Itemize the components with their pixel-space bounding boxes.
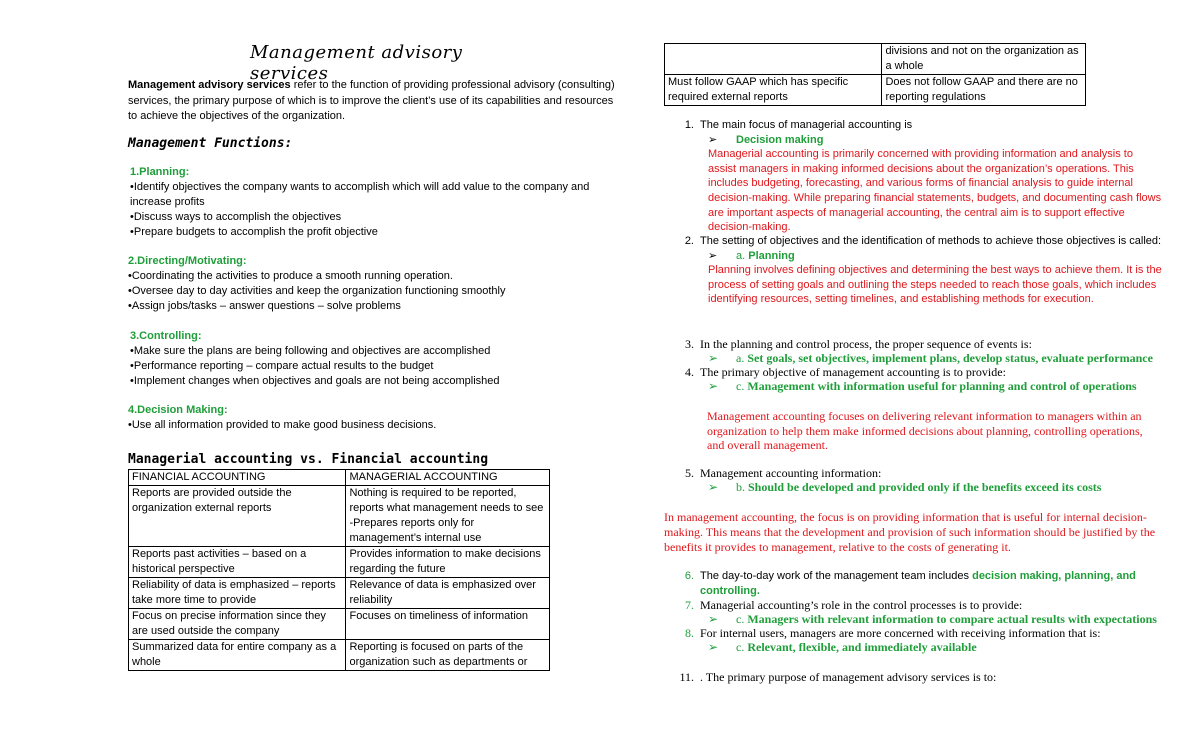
question-6 xyxy=(664,569,1164,598)
answer-letter: b. xyxy=(736,480,745,494)
arrow-bullet-icon: ➢ xyxy=(708,249,718,262)
function-heading: 1.Planning: xyxy=(130,166,190,178)
answer-text: Set goals, set objectives, implement plans, develop status, evaluate performance xyxy=(747,351,1153,365)
table-row xyxy=(129,486,550,547)
arrow-bullet-icon: ➢ xyxy=(708,612,719,626)
question-7 xyxy=(664,598,1164,626)
bullet-item: •Assign jobs/tasks – answer questions – solve problems xyxy=(128,300,401,312)
table-cell: Provides information to make decisions regarding the future xyxy=(346,547,550,578)
answer-letter: c. xyxy=(736,379,745,393)
question-text: Managerial accounting’s role in the control processes is to provide: xyxy=(700,598,1023,612)
question-text: The setting of objectives and the identification of methods to achieve those objectives is called: xyxy=(700,235,1162,247)
question-number: 5. xyxy=(685,466,694,480)
table-row xyxy=(665,44,1086,75)
question-text: In the planning and control process, the proper sequence of events is: xyxy=(700,337,1032,351)
question-2 xyxy=(664,234,1164,307)
question-number: 7. xyxy=(685,598,694,612)
question-text: Management accounting information: xyxy=(700,466,882,480)
table-cell: Reports are provided outside the organization external reports xyxy=(129,486,346,547)
answer-text: Should be developed and provided only if the benefits exceed its costs xyxy=(748,480,1102,494)
comparison-table-continued xyxy=(664,43,1086,106)
question-number: 2. xyxy=(684,235,694,247)
question-8 xyxy=(664,626,1164,654)
answer-letter: c. xyxy=(736,612,745,626)
question-text: The primary objective of management accounting is to provide: xyxy=(700,365,1006,379)
intro-definition: refer to the function of providing professional advisory (consulting) services, the primary purpose of which is to improve the client’s use of its capabilities and resources to achieve the objectives of the organization. xyxy=(128,79,615,122)
answer-letter: c. xyxy=(736,640,745,654)
question-number: 8. xyxy=(685,626,694,640)
bullet-item: •Identify objectives the company wants to accomplish which will add value to the company and increase profits xyxy=(130,181,590,208)
table-row xyxy=(129,547,550,578)
question-number: 1. xyxy=(684,119,694,131)
arrow-bullet-icon: ➢ xyxy=(708,480,719,494)
bullet-item: •Use all information provided to make good business decisions. xyxy=(128,419,437,431)
table-cell: Nothing is required to be reported, reports what management needs to see -Prepares reports only for management’s internal use xyxy=(346,486,550,547)
answer-text: Relevant, flexible, and immediately available xyxy=(747,640,977,654)
column-header-managerial: MANAGERIAL ACCOUNTING xyxy=(346,470,550,486)
answer-letter: a. xyxy=(736,249,746,262)
table-cell xyxy=(665,44,882,75)
question-number: 4. xyxy=(685,365,694,379)
bullet-item: •Make sure the plans are being following and objectives are accomplished xyxy=(130,345,491,357)
bullet-item: •Coordinating the activities to produce a smooth running operation. xyxy=(128,270,453,282)
function-directing xyxy=(128,254,608,314)
function-heading: 2.Directing/Motivating: xyxy=(128,255,247,267)
table-cell: Does not follow GAAP and there are no reporting regulations xyxy=(882,75,1086,106)
answer-explanation: Management accounting focuses on delivering relevant information to managers within an organization to help them make informed decisions about planning, controlling operations, and overall management. xyxy=(707,409,1143,452)
table-cell: Reliability of data is emphasized – reports take more time to provide xyxy=(129,578,346,609)
question-5 xyxy=(664,466,1164,494)
answer-text: Management with information useful for planning and control of operations xyxy=(747,379,1137,393)
question-number: 11. xyxy=(679,670,694,684)
answer-text: Managers with relevant information to compare actual results with expectations xyxy=(747,612,1157,626)
answer-explanation: Managerial accounting is primarily concerned with providing information and analysis to assist managers in making informed decisions about the organization’s operations. This includes budgeting, forecasting, and various forms of financial analysis to guide internal decision-making. While preparing financial statements, budgets, and documenting cash flows are important aspects of managerial accounting, the central aim is to support effective decision-making. xyxy=(708,148,1162,234)
comparison-table xyxy=(128,469,550,671)
table-row xyxy=(665,75,1086,106)
bullet-item: •Discuss ways to accomplish the objectives xyxy=(130,211,342,223)
table-cell: divisions and not on the organization as a whole xyxy=(882,44,1086,75)
table-cell: Relevance of data is emphasized over reliability xyxy=(346,578,550,609)
answer-explanation: Planning involves defining objectives and determining the best ways to achieve them. It is the process of setting goals and outlining the steps needed to reach those goals, which includes identifying resources, setting timelines, and establishing methods for execution. xyxy=(708,264,1162,306)
question-3 xyxy=(664,337,1164,365)
table-header-row xyxy=(129,470,550,486)
question-text: For internal users, managers are more concerned with receiving information that is: xyxy=(700,626,1101,640)
question-number: 6. xyxy=(684,570,694,582)
answer-explanation: In management accounting, the focus is on providing information that is useful for internal decision-making. This means that the development and provision of such information should be justified by the benefits it provides to management, relative to the costs of generating it. xyxy=(664,510,1156,554)
table-row xyxy=(129,609,550,640)
function-controlling xyxy=(130,329,610,389)
bullet-item: •Performance reporting – compare actual results to the budget xyxy=(130,360,434,372)
arrow-bullet-icon: ➢ xyxy=(708,133,718,146)
answer-letter: a. xyxy=(736,351,745,365)
column-header-financial: FINANCIAL ACCOUNTING xyxy=(129,470,346,486)
bullet-item: •Oversee day to day activities and keep the organization functioning smoothly xyxy=(128,285,506,297)
question-text: . The primary purpose of management advisory services is to: xyxy=(700,670,997,684)
question-text: The main focus of managerial accounting is xyxy=(700,119,913,131)
question-text: The day-to-day work of the management team includes xyxy=(700,570,973,582)
intro-paragraph xyxy=(128,78,618,125)
function-heading: 4.Decision Making: xyxy=(128,404,228,416)
question-11 xyxy=(664,670,1164,684)
bullet-item: •Implement changes when objectives and goals are not being accomplished xyxy=(130,375,500,387)
answer-text: Planning xyxy=(748,249,795,262)
arrow-bullet-icon: ➢ xyxy=(708,379,719,393)
arrow-bullet-icon: ➢ xyxy=(708,351,719,365)
bullet-item: •Prepare budgets to accomplish the profit objective xyxy=(130,226,378,238)
function-planning xyxy=(130,165,610,240)
table-cell: Reports past activities – based on a historical perspective xyxy=(129,547,346,578)
question-4 xyxy=(664,365,1164,393)
question-number: 3. xyxy=(685,337,694,351)
answer-text: decision making, planning, and controlling. xyxy=(700,570,1136,597)
page-title: Management advisory services xyxy=(250,42,463,84)
table-cell: Focuses on timeliness of information xyxy=(346,609,550,640)
table-cell: Reporting is focused on parts of the organization such as departments or xyxy=(346,640,550,671)
answer-text: Decision making xyxy=(736,133,824,146)
comparison-heading: Managerial accounting vs. Financial accounting xyxy=(128,452,489,467)
table-row xyxy=(129,578,550,609)
table-cell: Summarized data for entire company as a whole xyxy=(129,640,346,671)
arrow-bullet-icon: ➢ xyxy=(708,640,719,654)
table-row xyxy=(129,640,550,671)
intro-term: Management advisory services xyxy=(128,79,291,91)
table-cell: Must follow GAAP which has specific required external reports xyxy=(665,75,882,106)
table-cell: Focus on precise information since they are used outside the company xyxy=(129,609,346,640)
functions-heading: Management Functions: xyxy=(128,136,293,151)
function-heading: 3.Controlling: xyxy=(130,330,202,342)
function-decision-making xyxy=(128,403,608,433)
question-1 xyxy=(664,118,1164,235)
